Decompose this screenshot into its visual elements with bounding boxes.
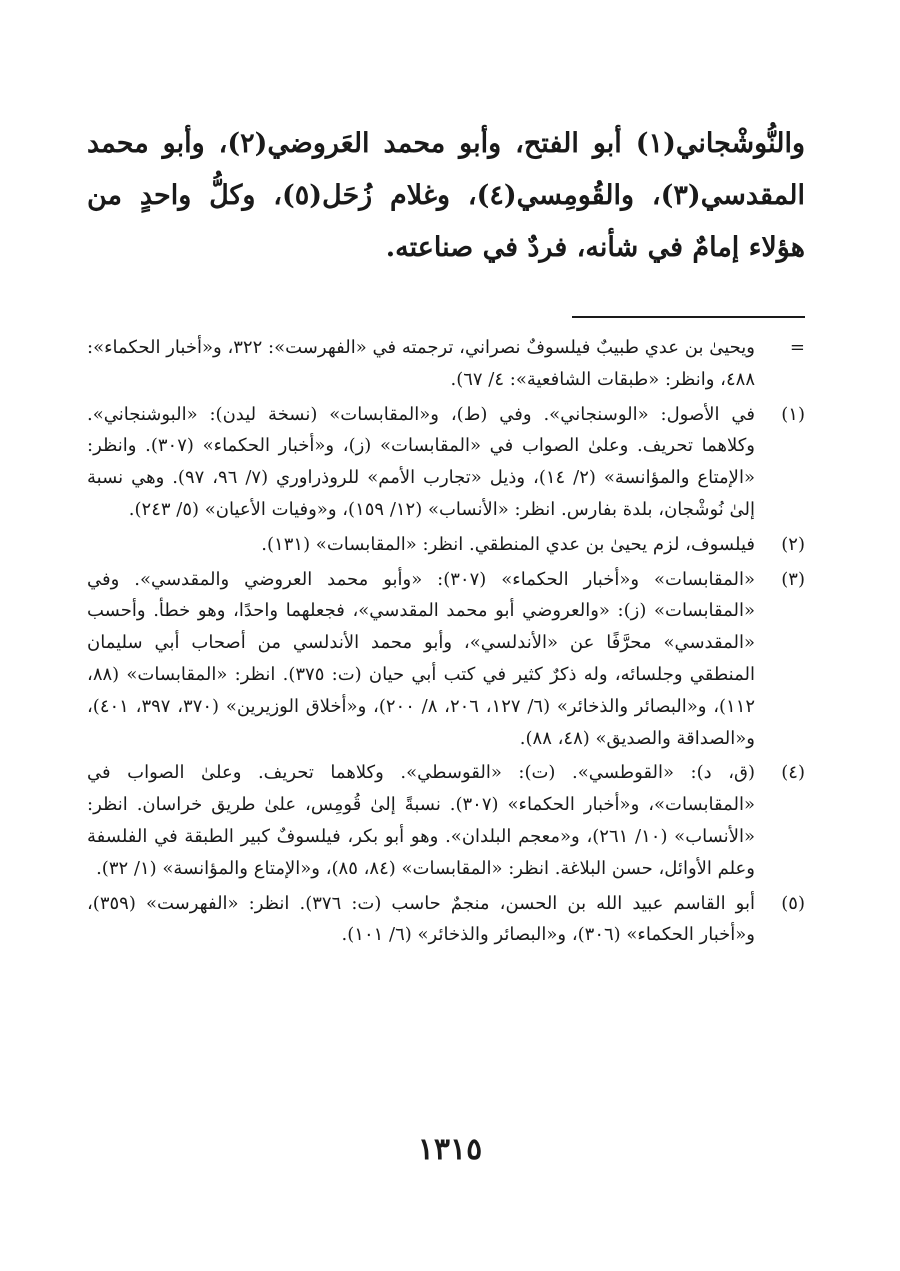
footnote-marker: (١) xyxy=(781,403,805,425)
footnote-text: في الأصول: «الوسنجاني». وفي (ط)، و«المقابسات» (نسخة ليدن): «البوشنجاني». وكلاهما تحريف. وعلىٰ الصواب في «المقابسات» (ز)، و«أخبار الحكماء» (٣٠٧). وانظر: «الإمتاع والمؤانسة» (٢/ ١٤)، وذيل «تجارب الأمم» للروذراوري (٧/ ٩٦، ٩٧). وهي نسبة إلىٰ نُوشْجان، بلدة بفارس. انظر: «الأنساب» (١٢/ ١٥٩)، و«وفيات الأعيان» (٥/ ٢٤٣). xyxy=(87,403,756,520)
footnote-5 xyxy=(87,888,805,952)
footnote-marker: (٢) xyxy=(781,533,805,555)
footnote-1 xyxy=(87,399,805,526)
main-text: والنُّوشْجاني(١) أبو الفتح، وأبو محمد العَروضي(٢)، وأبو محمد المقدسي(٣)، والقُومِسي(٤)، وغلام زُحَل(٥)، وكلُّ واحدٍ من هؤلاء إمامٌ في شأنه، فردٌ في صناعته. xyxy=(87,128,805,263)
footnote-text: أبو القاسم عبيد الله بن الحسن، منجمٌ حاسب (ت: ٣٧٦). انظر: «الفهرست» (٣٥٩)، و«أخبار الحكماء» (٣٠٦)، و«البصائر والذخائر» (٦/ ١٠١). xyxy=(87,892,755,946)
footnote-text: ويحيىٰ بن عدي طبيبٌ فيلسوفٌ نصراني، ترجمته في «الفهرست»: ٣٢٢، و«أخبار الحكماء»: ٤٨٨، وانظر: «طبقات الشافعية»: ٤/ ٦٧). xyxy=(87,337,755,390)
footnote-continuation xyxy=(87,332,805,396)
footnote-text: «المقابسات» و«أخبار الحكماء» (٣٠٧): «وأبو محمد العروضي والمقدسي». وفي «المقابسات» (ز): «والعروضي أبو محمد المقدسي»، فجعلهما واحدًا، وهو خطأ. وأحسب «المقدسي» محرَّفًا عن «الأندلسي»، وأبو محمد الأندلسي من أصحاب أبي سليمان المنطقي وجلسائه، وله ذكرٌ كثير في كتب أبي حيان (ت: ٣٧٥). انظر: «المقابسات» (٨٨، ١١٢)، و«البصائر والذخائر» (٦/ ١٢٧، ٢٠٦، ٨/ ٢٠٠)، و«أخلاق الوزيرين» (٣٧٠، ٣٩٧، ٤٠١)، و«الصداقة والصديق» (٤٨، ٨٨). xyxy=(87,568,756,749)
page-number: ١٣١٥ xyxy=(417,1132,483,1167)
footnotes xyxy=(87,332,805,954)
footnote-marker: (٤) xyxy=(781,762,805,784)
footnote-2 xyxy=(87,529,805,561)
footnote-marker: = xyxy=(789,337,805,358)
footnote-text: فيلسوف، لزم يحيىٰ بن عدي المنطقي. انظر: «المقابسات» (١٣١). xyxy=(261,533,755,555)
footnote-separator xyxy=(572,316,805,318)
footnote-text: (ق، د): «القوطسي». (ت): «القوسطي». وكلاهما تحريف. وعلىٰ الصواب في «المقابسات»، و«أخبار الحكماء» (٣٠٧). نسبةً إلىٰ قُومِس، علىٰ طريق خراسان. انظر: «الأنساب» (١٠/ ٢٦١)، و«معجم البلدان». وهو أبو بكر، فيلسوفٌ كبير الطبقة في الفلسفة وعلم الأوائل، حسن البلاغة. انظر: «المقابسات» (٨٤، ٨٥)، و«الإمتاع والمؤانسة» (١/ ٣٢). xyxy=(87,762,756,879)
footnote-marker: (٥) xyxy=(781,892,805,914)
footnote-marker: (٣) xyxy=(781,568,805,590)
footnote-4 xyxy=(87,757,805,884)
footnote-3 xyxy=(87,564,805,755)
